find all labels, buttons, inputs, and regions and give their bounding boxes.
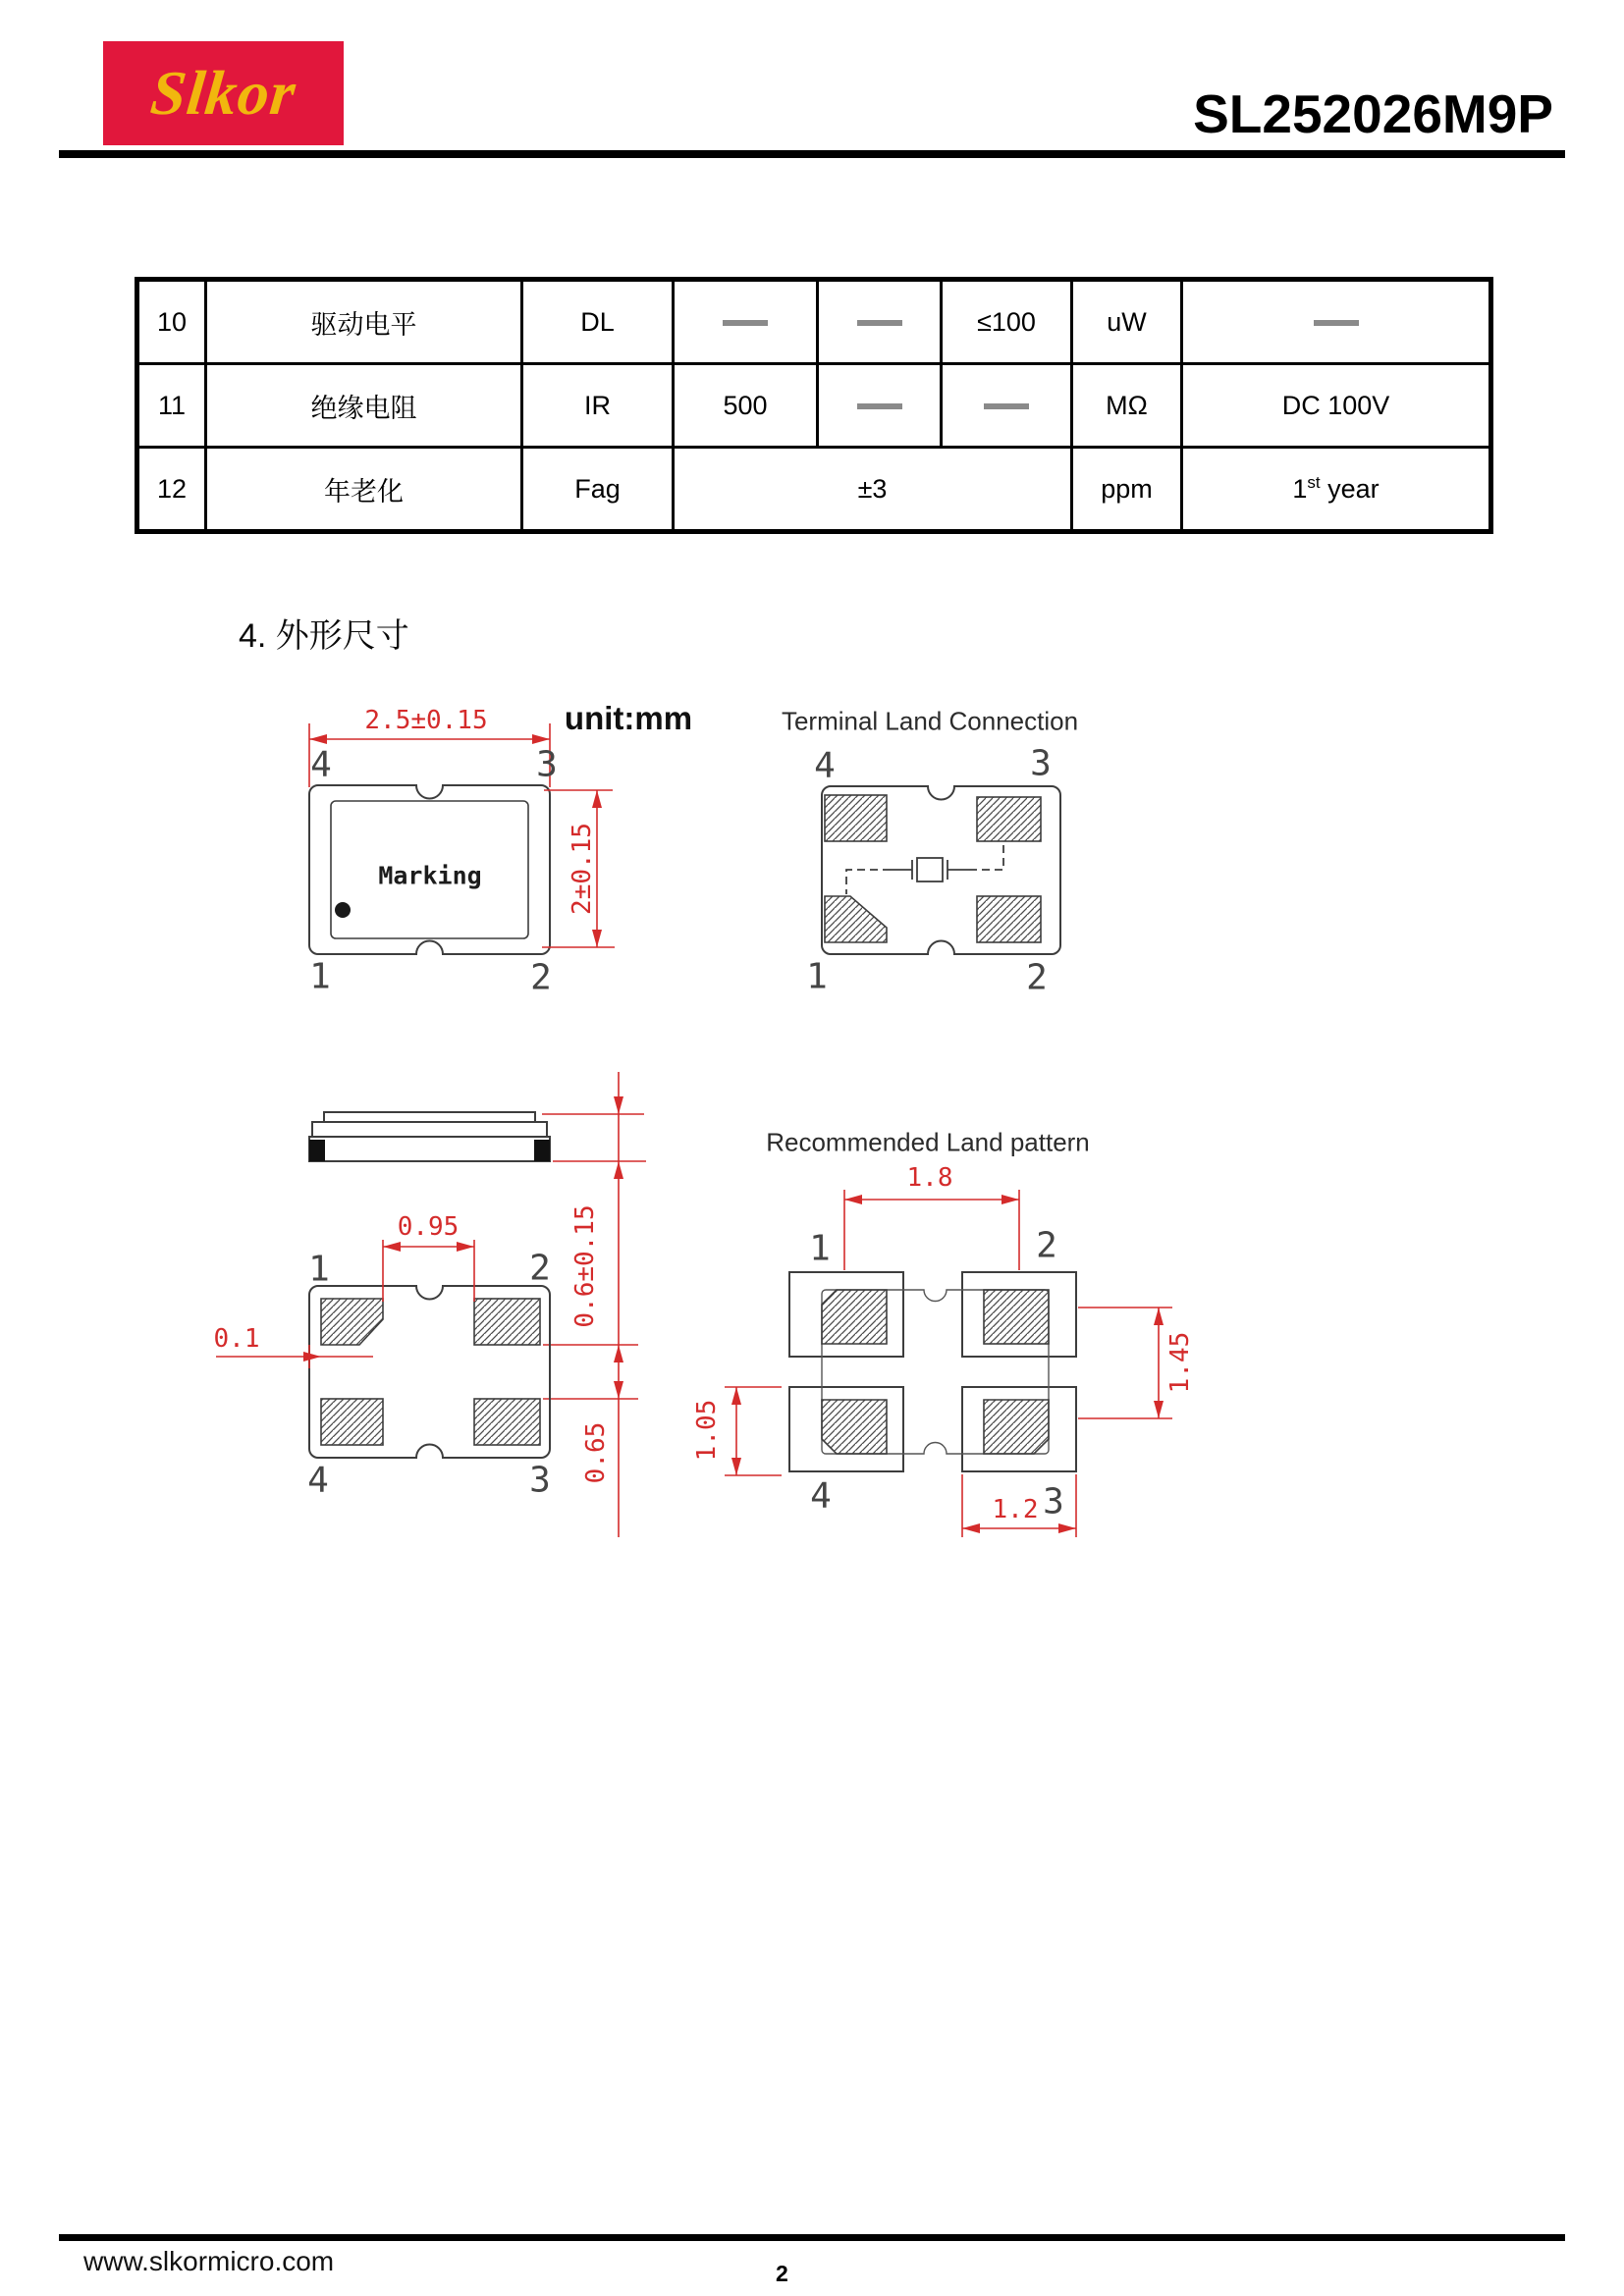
bottom-view-geometry: [309, 1286, 550, 1458]
dim-land-height-label: 1.05: [692, 1399, 722, 1462]
terminal-land-geometry: [822, 786, 1060, 954]
spec-table: [135, 277, 1493, 534]
top-view-pin-2: 2: [530, 957, 552, 998]
empty-dash: [984, 403, 1029, 409]
terminal-land-pin-2: 2: [1026, 957, 1048, 998]
terminal-land-pin-1: 1: [806, 956, 828, 997]
dim-land-width-label: 1.2: [992, 1495, 1039, 1524]
cell-symbol: DL: [522, 280, 674, 364]
dimension-drawings-svg: [147, 667, 1227, 1551]
header-divider: [59, 150, 1565, 158]
bottom-view-pin-1: 1: [308, 1249, 330, 1290]
empty-dash: [857, 320, 902, 326]
cell-name: 绝缘电阻: [206, 364, 522, 448]
cell-typ: [818, 364, 942, 448]
dim-pitch-y-label: 1.45: [1165, 1331, 1195, 1394]
cell-unit: ppm: [1072, 448, 1182, 532]
ordinal-base: 1: [1292, 474, 1308, 504]
land-pattern-pin-2: 2: [1036, 1225, 1057, 1266]
section-title: 4. 外形尺寸: [239, 617, 409, 655]
ordinal-rest: year: [1320, 474, 1380, 504]
part-number-title: SL252026M9P: [1193, 83, 1553, 144]
page-number: 2: [776, 2261, 788, 2286]
land-pattern-geometry: [789, 1272, 1076, 1471]
cell-range: ±3: [674, 448, 1072, 532]
cell-name: 年老化: [206, 448, 522, 532]
bottom-view-pin-2: 2: [529, 1248, 551, 1289]
land-pattern-title: Recommended Land pattern: [766, 1127, 1090, 1157]
terminal-land-pin-4: 4: [814, 745, 836, 786]
unit-label: unit:mm: [564, 700, 693, 736]
top-view-pin-1: 1: [309, 956, 331, 997]
land-pattern-pin-4: 4: [810, 1475, 832, 1517]
dim-width-label: 2.5±0.15: [364, 706, 488, 735]
dim-height-label: 2±0.15: [568, 823, 597, 915]
dim-thickness-label: 0.6±0.15: [570, 1204, 600, 1328]
table-row: [137, 448, 1491, 532]
ordinal-suffix: st: [1307, 473, 1321, 492]
marking-label: Marking: [378, 861, 482, 890]
logo-text: Slkor: [147, 58, 299, 128]
cell-symbol: Fag: [522, 448, 674, 532]
cell-no: 12: [137, 448, 206, 532]
footer-website: www.slkormicro.com: [83, 2246, 335, 2276]
cell-name: 驱动电平: [206, 280, 522, 364]
bottom-view-pin-3: 3: [529, 1460, 551, 1501]
cell-unit: uW: [1072, 280, 1182, 364]
dim-pad-gap-label: 0.95: [397, 1212, 460, 1242]
empty-dash: [723, 320, 768, 326]
dim-edge-offset-label: 0.1: [213, 1324, 260, 1354]
cell-max: [942, 364, 1072, 448]
land-pattern-dimensions: [725, 1190, 1172, 1537]
cell-condition: DC 100V: [1182, 364, 1491, 448]
side-view-geometry: [309, 1112, 550, 1161]
cell-min: [674, 280, 818, 364]
pin1-dot: [335, 902, 351, 918]
cell-unit: MΩ: [1072, 364, 1182, 448]
outline-dimension-drawings: [147, 667, 1227, 1551]
slkor-logo: [103, 41, 344, 145]
land-pattern-pin-1: 1: [809, 1228, 831, 1269]
cell-condition: [1182, 448, 1491, 532]
footer-divider: [59, 2234, 1565, 2241]
bottom-view-pin-4: 4: [307, 1460, 329, 1501]
cell-no: 11: [137, 364, 206, 448]
dim-pitch-x-label: 1.8: [906, 1163, 953, 1193]
terminal-land-pin-3: 3: [1030, 743, 1052, 784]
cell-no: 10: [137, 280, 206, 364]
table-row: [137, 280, 1491, 364]
cell-typ: [818, 280, 942, 364]
empty-dash: [1314, 320, 1359, 326]
cell-condition: [1182, 280, 1491, 364]
cell-max: ≤100: [942, 280, 1072, 364]
terminal-land-title: Terminal Land Connection: [781, 706, 1079, 736]
empty-dash: [857, 403, 902, 409]
cell-min: 500: [674, 364, 818, 448]
top-view-pin-3: 3: [536, 744, 558, 785]
crystal-symbol: [846, 843, 1003, 894]
cell-symbol: IR: [522, 364, 674, 448]
dim-pad-height-label: 0.65: [581, 1421, 611, 1484]
top-view-pin-4: 4: [310, 744, 332, 785]
table-row: [137, 364, 1491, 448]
land-pattern-pin-3: 3: [1043, 1481, 1064, 1522]
